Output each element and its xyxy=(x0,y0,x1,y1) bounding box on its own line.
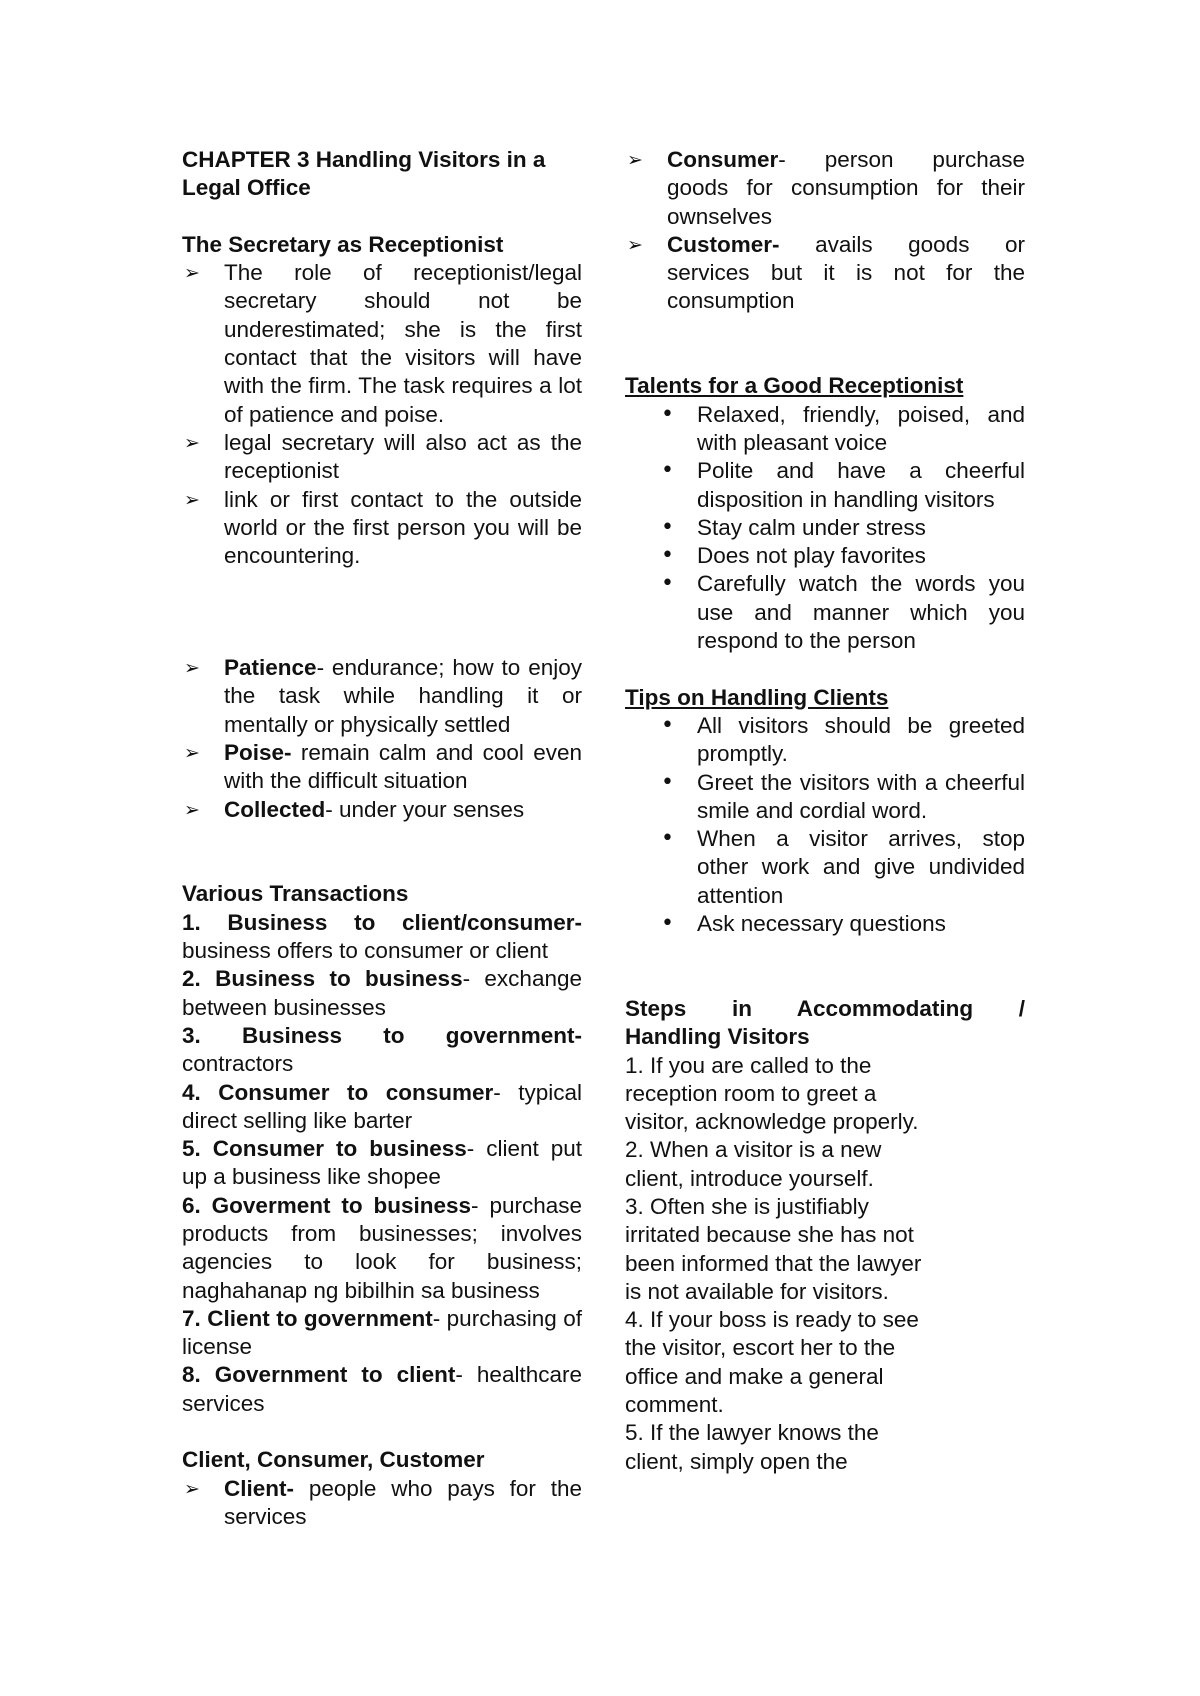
description: people who pays for the services xyxy=(224,1475,582,1529)
secretary-list xyxy=(182,259,582,570)
list-item: • Ask necessary questions xyxy=(625,910,1025,938)
term: 8. Government to client xyxy=(182,1362,456,1388)
right-column xyxy=(625,146,1025,1476)
transactions-heading: Various Transactions xyxy=(182,881,409,907)
ccc-list-right xyxy=(625,146,1025,316)
term: Patience xyxy=(224,655,317,681)
list-item xyxy=(182,909,582,966)
description: - healthcare services xyxy=(182,1362,582,1416)
term: Poise- xyxy=(224,739,292,765)
description: - typical direct selling like barter xyxy=(182,1079,582,1133)
list-item: ➢ link or first contact to the outside world or the first person you will be encountering. xyxy=(182,486,582,571)
description: - purchase products from businesses; involves agencies to look for business; naghahanap ng bibilhin sa business xyxy=(182,1192,583,1303)
tips-heading: Tips on Handling Clients xyxy=(625,684,889,710)
ccc-heading: Client, Consumer, Customer xyxy=(182,1447,485,1473)
term: Customer- xyxy=(667,231,780,257)
description: contractors xyxy=(182,1051,294,1077)
term: 5. Consumer to business xyxy=(182,1136,467,1162)
list-item xyxy=(182,1135,582,1192)
term: 6. Goverment to business xyxy=(182,1192,472,1218)
secretary-heading: The Secretary as Receptionist xyxy=(182,231,504,257)
list-item: ➢ The role of receptionist/legal secretary should not be underestimated; she is the first contact that the visitors will have with the firm. The task requires a lot of patience and poise. xyxy=(182,259,582,429)
term: 2. Business to business xyxy=(182,966,463,992)
list-item xyxy=(625,146,1025,231)
list-item: 5. If the lawyer knows the client, simply open the xyxy=(625,1420,879,1474)
description: business offers to consumer or client xyxy=(182,938,549,964)
qualities-list xyxy=(182,654,582,824)
list-item: 1. If you are called to the reception room to greet a visitor, acknowledge properly. xyxy=(625,1052,919,1135)
term: Consumer xyxy=(667,147,779,172)
term: 3. Business to government- xyxy=(182,1022,582,1048)
list-item xyxy=(182,1022,582,1079)
list-item xyxy=(182,1192,582,1305)
list-item: • Carefully watch the words you use and manner which you respond to the person xyxy=(625,570,1025,655)
transactions-list xyxy=(182,909,582,1418)
left-column xyxy=(182,146,582,1531)
list-item: 2. When a visitor is a new client, introduce yourself. xyxy=(625,1137,882,1191)
description: - purchasing of license xyxy=(182,1305,582,1360)
list-item: • Polite and have a cheerful disposition in handling visitors xyxy=(625,457,1025,514)
description: - endurance; how to enjoy the task while handling it or mentally or physically settled xyxy=(224,655,582,737)
term: 1. Business to client/consumer- xyxy=(182,909,582,935)
list-item: • Does not play favorites xyxy=(625,542,1025,570)
steps-list xyxy=(625,1052,925,1476)
list-item xyxy=(182,1361,582,1418)
list-item: 3. Often she is justifiably irritated because she has not been informed that the lawyer is not available for visitors. xyxy=(625,1193,922,1304)
steps-heading: Steps in Accommodating / xyxy=(625,995,1025,1021)
list-item: • Greet the visitors with a cheerful smile and cordial word. xyxy=(625,769,1025,826)
list-item: • Relaxed, friendly, poised, and with pleasant voice xyxy=(625,401,1025,458)
list-item: ➢ legal secretary will also act as the receptionist xyxy=(182,429,582,486)
description: - person purchase goods for consumption for their ownselves xyxy=(667,147,1025,229)
list-item xyxy=(182,965,582,1022)
description: remain calm and cool even with the difficult situation xyxy=(224,739,582,794)
tips-list xyxy=(625,712,1025,938)
term: 4. Consumer to consumer xyxy=(182,1079,494,1105)
description: - client put up a business like shopee xyxy=(182,1136,582,1190)
term: Client- xyxy=(224,1475,294,1501)
ccc-list-left xyxy=(182,1475,582,1532)
list-item: • When a visitor arrives, stop other work and give undivided attention xyxy=(625,825,1025,910)
list-item xyxy=(182,739,582,796)
list-item xyxy=(182,1475,582,1532)
term: 7. Client to government xyxy=(182,1305,433,1331)
list-item: • All visitors should be greeted promptly. xyxy=(625,712,1025,769)
chapter-title: CHAPTER 3 Handling Visitors in a Legal Office xyxy=(182,147,546,201)
description: - under your senses xyxy=(325,796,525,822)
list-item xyxy=(182,1079,582,1136)
list-item xyxy=(182,654,582,739)
list-item: • Stay calm under stress xyxy=(625,514,1025,542)
description: - exchange between businesses xyxy=(182,966,583,1020)
list-item xyxy=(182,1305,582,1362)
talents-heading: Talents for a Good Receptionist xyxy=(625,373,964,399)
description: avails goods or services but it is not for the consumption xyxy=(667,231,1025,314)
talents-list xyxy=(625,401,1025,656)
term: Collected xyxy=(224,796,326,822)
steps-heading-line2: Handling Visitors xyxy=(625,1024,810,1050)
list-item: 4. If your boss is ready to see the visitor, escort her to the office and make a general comment. xyxy=(625,1307,919,1418)
list-item xyxy=(625,231,1025,316)
list-item xyxy=(182,796,582,824)
